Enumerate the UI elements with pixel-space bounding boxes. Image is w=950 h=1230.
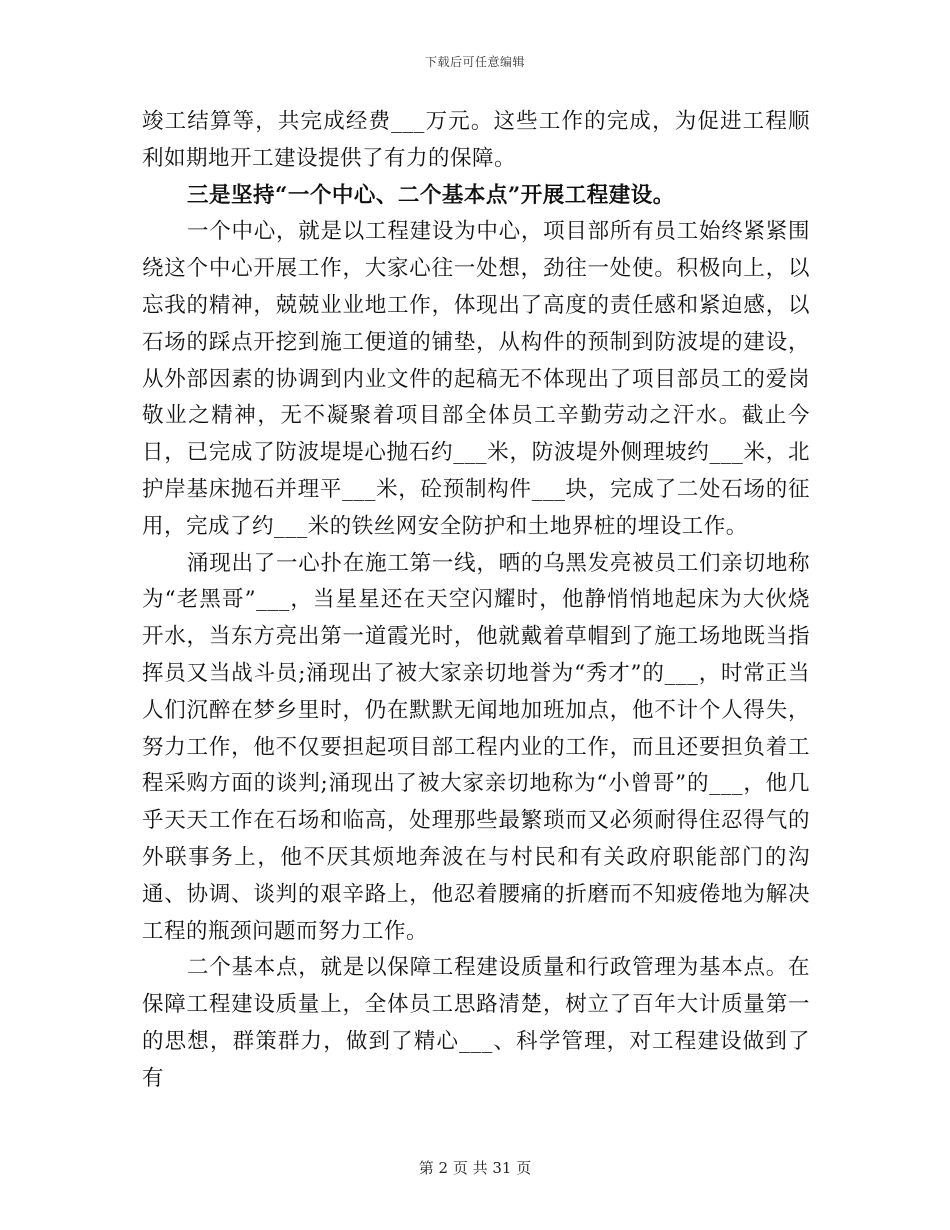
document-body <box>142 104 810 1098</box>
paragraph-1: 竣工结算等，共完成经费___万元。这些工作的完成，为促进工程顺利如期地开工建设提供了有力的保障。 <box>142 109 810 171</box>
page-number: 第 2 页 共 31 页 <box>418 1159 532 1177</box>
paragraph-4: 二个基本点，就是以保障工程建设质量和行政管理为基本点。在保障工程建设质量上，全体员工思路清楚，树立了百年大计质量第一的思想，群策群力，做到了精心___、科学管理，对工程建设做到了有 <box>142 955 810 1091</box>
header-note: 下载后可任意编辑 <box>424 55 525 69</box>
section-heading: 三是坚持“一个中心、二个基本点”开展工程建设。 <box>187 182 675 208</box>
paragraph-3: 涌现出了一心扑在施工第一线，晒的乌黑发亮被员工们亲切地称为“老黑哥”___，当星星还在天空闪耀时，他静悄悄地起床为大伙烧开水，当东方亮出第一道霞光时，他就戴着草帽到了施工场地既当指挥员又当战斗员;涌现出了被大家亲切地誉为“秀才”的___，时常正当人们沉醉在梦乡里时，仍在默默无闻地加班加点，他不计个人得失，努力工作，他不仅要担起项目部工程内业的工作，而且还要担负着工程采购方面的谈判;涌现出了被大家亲切地称为“小曾哥”的___，他几乎天天工作在石场和临高，处理那些最繁琐而又必须耐得住忍得气的外联事务上，他不厌其烦地奔波在与村民和有关政府职能部门的沟通、协调、谈判的艰辛路上，他忍着腰痛的折磨而不知疲倦地为解决工程的瓶颈问题而努力工作。 <box>142 550 810 944</box>
paragraph-2: 一个中心，就是以工程建设为中心，项目部所有员工始终紧紧围绕这个中心开展工作，大家心往一处想，劲往一处使。积极向上，以忘我的精神，兢兢业业地工作，体现出了高度的责任感和紧迫感，以石场的踩点开挖到施工便道的铺垫，从构件的预制到防波堤的建设，从外部因素的协调到内业文件的起稿无不体现出了项目部员工的爱岗敬业之精神，无不凝聚着项目部全体员工辛勤劳动之汗水。截止今日，已完成了防波堤堤心抛石约___米，防波堤外侧理坡约___米，北护岸基床抛石并理平___米，砼预制构件___块，完成了二处石场的征用，完成了约___米的铁丝网安全防护和土地界桩的埋设工作。 <box>142 219 810 539</box>
